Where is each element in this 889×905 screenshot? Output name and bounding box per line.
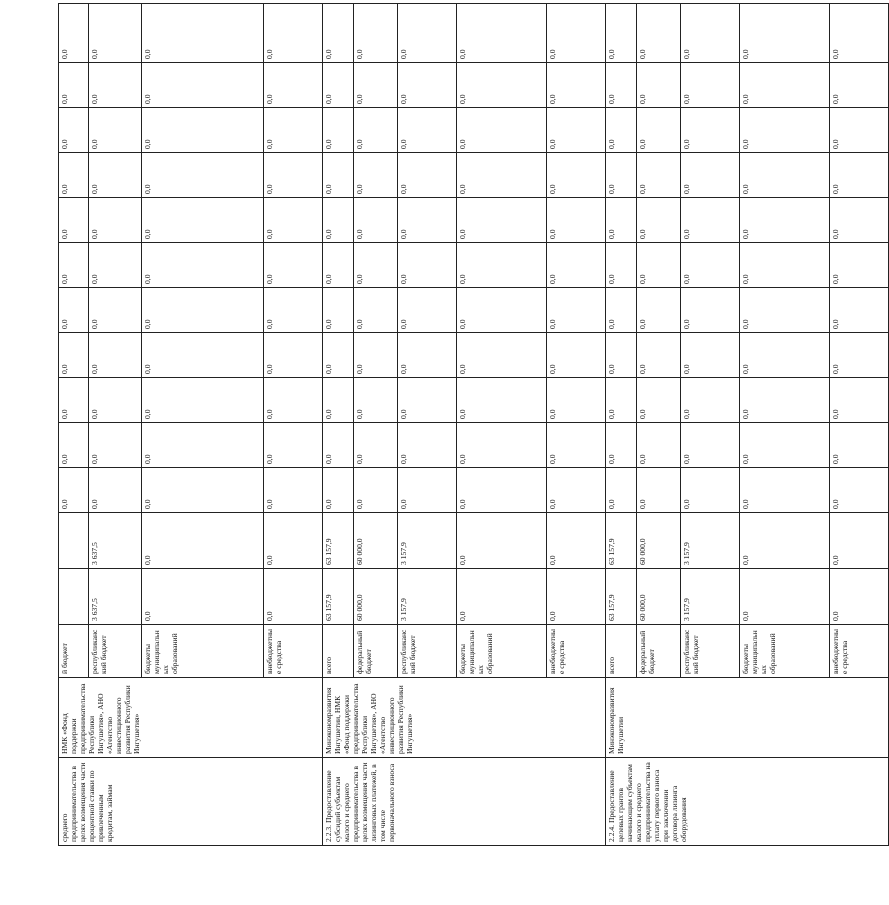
value-cell: 0,0 xyxy=(398,153,457,198)
value-cell: 0,0 xyxy=(637,288,681,333)
funding-source-cell: федеральный бюджет xyxy=(354,625,398,678)
value-cell: 0,0 xyxy=(681,4,740,63)
funding-source-cell: республиканский бюджет xyxy=(681,625,740,678)
value-cell: 0,0 xyxy=(323,423,354,468)
value-cell: 0,0 xyxy=(89,333,142,378)
value-cell: 0,0 xyxy=(89,108,142,153)
value-cell: 0,0 xyxy=(354,4,398,63)
funding-source-cell: республиканский бюджет xyxy=(89,625,142,678)
value-cell: 0,0 xyxy=(457,108,547,153)
funding-source-cell: всего xyxy=(606,625,637,678)
value-cell: 0,0 xyxy=(354,243,398,288)
value-cell: 0,0 xyxy=(89,468,142,513)
value-cell: 0,0 xyxy=(59,378,89,423)
value-cell: 0,0 xyxy=(606,333,637,378)
value-cell: 0,0 xyxy=(740,198,830,243)
value-cell: 0,0 xyxy=(637,198,681,243)
value-cell: 0,0 xyxy=(547,63,606,108)
value-cell: 0,0 xyxy=(681,423,740,468)
value-cell: 0,0 xyxy=(264,569,323,625)
value-cell: 0,0 xyxy=(740,423,830,468)
value-cell: 0,0 xyxy=(142,108,264,153)
value-cell: 0,0 xyxy=(457,63,547,108)
value-cell: 0,0 xyxy=(681,63,740,108)
value-cell: 0,0 xyxy=(830,569,889,625)
value-cell: 0,0 xyxy=(398,198,457,243)
value-cell: 0,0 xyxy=(830,108,889,153)
value-cell: 0,0 xyxy=(264,243,323,288)
value-cell: 0,0 xyxy=(547,288,606,333)
value-cell: 0,0 xyxy=(547,198,606,243)
executor-cell: Минэкономразвития Ингушетии xyxy=(606,678,889,758)
value-cell: 0,0 xyxy=(354,423,398,468)
value-cell: 0,0 xyxy=(547,108,606,153)
measure-cell: 2.2.3. Предоставление субсидий субъектам малого и среднего предпринимательства в целях возмещения части лизинговых платежей, в том числе первоначального взноса xyxy=(323,758,606,846)
value-cell: 0,0 xyxy=(606,243,637,288)
value-cell: 0,0 xyxy=(681,108,740,153)
value-cell: 0,0 xyxy=(740,333,830,378)
value-cell: 0,0 xyxy=(457,153,547,198)
value-cell: 60 000,0 xyxy=(637,569,681,625)
value-cell: 0,0 xyxy=(264,288,323,333)
value-cell: 0,0 xyxy=(457,569,547,625)
value-cell: 0,0 xyxy=(740,468,830,513)
value-cell: 0,0 xyxy=(681,198,740,243)
value-cell: 0,0 xyxy=(264,468,323,513)
value-cell: 0,0 xyxy=(264,198,323,243)
value-cell: 0,0 xyxy=(681,288,740,333)
value-cell: 63 157,9 xyxy=(323,569,354,625)
value-cell: 0,0 xyxy=(398,423,457,468)
value-cell: 0,0 xyxy=(264,63,323,108)
value-cell: 0,0 xyxy=(830,468,889,513)
value-cell: 0,0 xyxy=(89,198,142,243)
value-cell: 0,0 xyxy=(740,288,830,333)
value-cell: 0,0 xyxy=(323,4,354,63)
value-cell: 0,0 xyxy=(354,198,398,243)
value-cell: 0,0 xyxy=(637,243,681,288)
value-cell: 0,0 xyxy=(264,333,323,378)
value-cell: 0,0 xyxy=(142,378,264,423)
funding-source-cell: внебюджетные средства xyxy=(547,625,606,678)
value-cell: 0,0 xyxy=(59,423,89,468)
value-cell: 0,0 xyxy=(547,378,606,423)
funding-source-cell: республиканский бюджет xyxy=(398,625,457,678)
value-cell: 3 157,9 xyxy=(398,513,457,569)
value-cell: 0,0 xyxy=(547,153,606,198)
value-cell: 0,0 xyxy=(830,378,889,423)
value-cell: 3 157,9 xyxy=(681,513,740,569)
value-cell: 0,0 xyxy=(89,378,142,423)
value-cell: 0,0 xyxy=(457,468,547,513)
value-cell: 0,0 xyxy=(142,4,264,63)
value-cell: 0,0 xyxy=(398,63,457,108)
value-cell xyxy=(59,569,89,625)
value-cell: 0,0 xyxy=(457,4,547,63)
value-cell: 0,0 xyxy=(830,513,889,569)
value-cell: 0,0 xyxy=(59,4,89,63)
value-cell: 0,0 xyxy=(59,468,89,513)
table-row xyxy=(59,4,89,846)
value-cell: 0,0 xyxy=(142,198,264,243)
value-cell: 0,0 xyxy=(398,4,457,63)
value-cell: 0,0 xyxy=(681,468,740,513)
executor-cell: Минэкономразвития Ингушетии, НМК «Фонд поддержки предпринимательства Республики Ингушетия», АНО «Агентство инвестиционного развития Республики Ингушетия» xyxy=(323,678,606,758)
value-cell: 0,0 xyxy=(637,63,681,108)
value-cell: 0,0 xyxy=(398,378,457,423)
value-cell: 0,0 xyxy=(398,333,457,378)
value-cell: 0,0 xyxy=(264,108,323,153)
value-cell: 0,0 xyxy=(830,333,889,378)
table-row xyxy=(606,4,637,846)
value-cell: 0,0 xyxy=(89,423,142,468)
rotated-table-wrapper xyxy=(58,4,849,846)
value-cell: 0,0 xyxy=(830,243,889,288)
value-cell: 0,0 xyxy=(637,468,681,513)
value-cell: 0,0 xyxy=(59,333,89,378)
value-cell: 0,0 xyxy=(142,243,264,288)
value-cell: 0,0 xyxy=(547,513,606,569)
value-cell: 0,0 xyxy=(547,243,606,288)
measure-cell: среднего предпринимательства в целях возмещения части процентной ставки по привлеченным кредитам, займам xyxy=(59,758,323,846)
value-cell: 0,0 xyxy=(142,63,264,108)
value-cell: 0,0 xyxy=(264,423,323,468)
value-cell: 0,0 xyxy=(59,288,89,333)
value-cell: 0,0 xyxy=(323,153,354,198)
value-cell: 0,0 xyxy=(606,468,637,513)
value-cell: 3 157,9 xyxy=(681,569,740,625)
funding-source-cell: й бюджет xyxy=(59,625,89,678)
value-cell: 60 000,0 xyxy=(354,569,398,625)
value-cell: 0,0 xyxy=(354,378,398,423)
funding-source-cell: внебюджетные средства xyxy=(830,625,889,678)
value-cell: 0,0 xyxy=(457,333,547,378)
value-cell: 0,0 xyxy=(323,378,354,423)
value-cell: 0,0 xyxy=(398,468,457,513)
value-cell: 0,0 xyxy=(830,198,889,243)
value-cell: 0,0 xyxy=(457,513,547,569)
value-cell: 0,0 xyxy=(142,569,264,625)
value-cell: 63 157,9 xyxy=(606,569,637,625)
value-cell: 0,0 xyxy=(142,333,264,378)
value-cell: 0,0 xyxy=(547,423,606,468)
value-cell: 0,0 xyxy=(547,468,606,513)
value-cell: 0,0 xyxy=(457,243,547,288)
value-cell: 0,0 xyxy=(637,4,681,63)
value-cell: 0,0 xyxy=(740,63,830,108)
value-cell: 0,0 xyxy=(830,153,889,198)
value-cell: 0,0 xyxy=(740,153,830,198)
value-cell: 0,0 xyxy=(142,423,264,468)
value-cell: 0,0 xyxy=(457,288,547,333)
value-cell: 0,0 xyxy=(89,63,142,108)
value-cell: 0,0 xyxy=(740,108,830,153)
value-cell: 0,0 xyxy=(740,4,830,63)
value-cell: 0,0 xyxy=(264,153,323,198)
value-cell: 0,0 xyxy=(606,108,637,153)
value-cell: 0,0 xyxy=(264,4,323,63)
value-cell: 0,0 xyxy=(59,198,89,243)
value-cell: 0,0 xyxy=(323,288,354,333)
value-cell xyxy=(59,513,89,569)
value-cell: 0,0 xyxy=(740,378,830,423)
value-cell: 0,0 xyxy=(323,108,354,153)
value-cell: 0,0 xyxy=(681,378,740,423)
value-cell: 0,0 xyxy=(59,243,89,288)
value-cell: 0,0 xyxy=(354,108,398,153)
value-cell: 0,0 xyxy=(606,378,637,423)
value-cell: 0,0 xyxy=(59,108,89,153)
value-cell: 0,0 xyxy=(681,153,740,198)
value-cell: 0,0 xyxy=(830,63,889,108)
value-cell: 0,0 xyxy=(830,288,889,333)
value-cell: 0,0 xyxy=(323,468,354,513)
value-cell: 63 157,9 xyxy=(606,513,637,569)
value-cell: 0,0 xyxy=(457,198,547,243)
value-cell: 0,0 xyxy=(637,108,681,153)
value-cell: 0,0 xyxy=(681,243,740,288)
value-cell: 0,0 xyxy=(740,243,830,288)
value-cell: 0,0 xyxy=(637,378,681,423)
budget-table xyxy=(58,3,889,846)
value-cell: 0,0 xyxy=(142,288,264,333)
value-cell: 0,0 xyxy=(681,333,740,378)
value-cell: 0,0 xyxy=(264,378,323,423)
value-cell: 0,0 xyxy=(398,243,457,288)
value-cell: 0,0 xyxy=(398,108,457,153)
value-cell: 0,0 xyxy=(264,513,323,569)
value-cell: 0,0 xyxy=(354,288,398,333)
value-cell: 0,0 xyxy=(398,288,457,333)
value-cell: 60 000,0 xyxy=(354,513,398,569)
value-cell: 0,0 xyxy=(142,468,264,513)
value-cell: 0,0 xyxy=(606,153,637,198)
value-cell: 0,0 xyxy=(457,423,547,468)
value-cell: 0,0 xyxy=(606,63,637,108)
table-row xyxy=(323,4,354,846)
value-cell: 0,0 xyxy=(323,243,354,288)
value-cell: 0,0 xyxy=(637,423,681,468)
value-cell: 0,0 xyxy=(89,4,142,63)
value-cell: 0,0 xyxy=(740,569,830,625)
value-cell: 0,0 xyxy=(606,423,637,468)
value-cell: 60 000,0 xyxy=(637,513,681,569)
value-cell: 0,0 xyxy=(142,153,264,198)
value-cell: 0,0 xyxy=(547,569,606,625)
value-cell: 0,0 xyxy=(323,333,354,378)
value-cell: 0,0 xyxy=(354,468,398,513)
value-cell: 0,0 xyxy=(142,513,264,569)
funding-source-cell: всего xyxy=(323,625,354,678)
value-cell: 3 637,5 xyxy=(89,569,142,625)
value-cell: 0,0 xyxy=(89,153,142,198)
value-cell: 0,0 xyxy=(606,288,637,333)
value-cell: 3 637,5 xyxy=(89,513,142,569)
funding-source-cell: бюджеты муниципальных образований xyxy=(457,625,547,678)
funding-source-cell: федеральный бюджет xyxy=(637,625,681,678)
value-cell: 0,0 xyxy=(547,333,606,378)
value-cell: 0,0 xyxy=(59,63,89,108)
value-cell: 0,0 xyxy=(59,153,89,198)
funding-source-cell: бюджеты муниципальных образований xyxy=(142,625,264,678)
measure-cell: 2.2.4. Предоставление целевых грантов начинающим субъектам малого и среднего предпринимательства на уплату первого взноса при заключении договора лизинга оборудования xyxy=(606,758,889,846)
executor-cell: НМК «Фонд поддержки предпринимательства Республики Ингушетия», АНО «Агентство инвестиционного развития Республики Ингушетия» xyxy=(59,678,323,758)
value-cell: 0,0 xyxy=(89,288,142,333)
value-cell: 0,0 xyxy=(323,198,354,243)
value-cell: 0,0 xyxy=(89,243,142,288)
value-cell: 0,0 xyxy=(457,378,547,423)
value-cell: 0,0 xyxy=(547,4,606,63)
funding-source-cell: внебюджетные средства xyxy=(264,625,323,678)
value-cell: 0,0 xyxy=(830,4,889,63)
value-cell: 0,0 xyxy=(740,513,830,569)
value-cell: 0,0 xyxy=(323,63,354,108)
value-cell: 0,0 xyxy=(606,4,637,63)
value-cell: 0,0 xyxy=(637,153,681,198)
value-cell: 0,0 xyxy=(354,153,398,198)
funding-source-cell: бюджеты муниципальных образований xyxy=(740,625,830,678)
value-cell: 0,0 xyxy=(354,63,398,108)
value-cell: 0,0 xyxy=(830,423,889,468)
value-cell: 3 157,9 xyxy=(398,569,457,625)
value-cell: 0,0 xyxy=(637,333,681,378)
value-cell: 0,0 xyxy=(606,198,637,243)
value-cell: 0,0 xyxy=(354,333,398,378)
value-cell: 63 157,9 xyxy=(323,513,354,569)
